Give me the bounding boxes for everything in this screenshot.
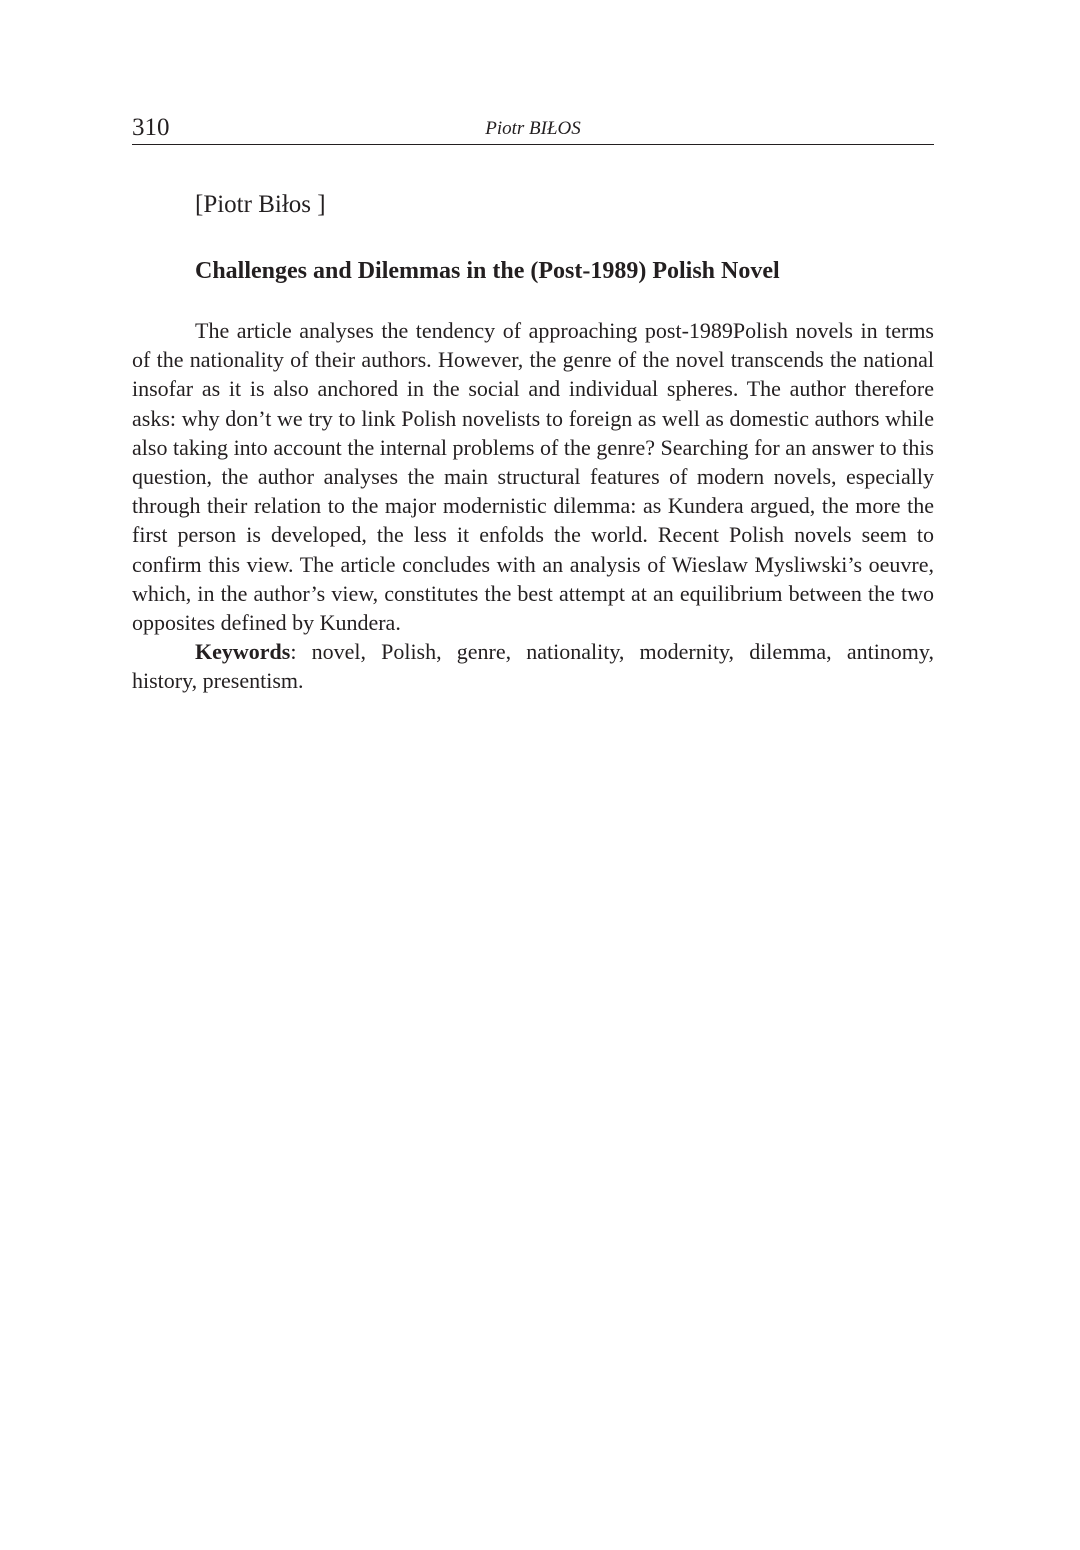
page-number: 310 bbox=[132, 114, 170, 141]
author-name: [Piotr Biłos ] bbox=[195, 191, 326, 218]
abstract-paragraph: The article analyses the tendency of approaching post-1989Polish novels in terms of the nationality of their authors. However, the genre of the novel transcends the national insofar as it is also anchored in the social and individual spheres. The author therefore asks: why don’t we try to link Polish novelists to foreign as well as domestic authors while also taking into account the internal problems of the genre? Searching for an answer to this question, the author analyses the main structural features of modern novels, especially through their relation to the major modernistic dilemma: as Kundera argued, the more the first person is developed, the less it enfolds the world. Recent Polish novels seem to confirm this view. The article concludes with an analysis of Wieslaw Mysliwski’s oeuvre, which, in the author’s view, constitutes the best attempt at an equilibrium between the two opposites defined by Kundera. bbox=[132, 318, 934, 636]
running-header bbox=[132, 112, 934, 145]
abstract bbox=[132, 316, 934, 696]
keywords-list: : novel, Polish, genre, nationality, modernity, dilemma, antinomy, history, presentism. bbox=[132, 639, 934, 694]
article-title: Challenges and Dilemmas in the (Post-1989) Polish Novel bbox=[195, 258, 780, 284]
keywords-label: Keywords bbox=[195, 639, 291, 665]
running-author: Piotr BIŁOS bbox=[485, 118, 581, 139]
keywords-paragraph bbox=[132, 637, 934, 695]
